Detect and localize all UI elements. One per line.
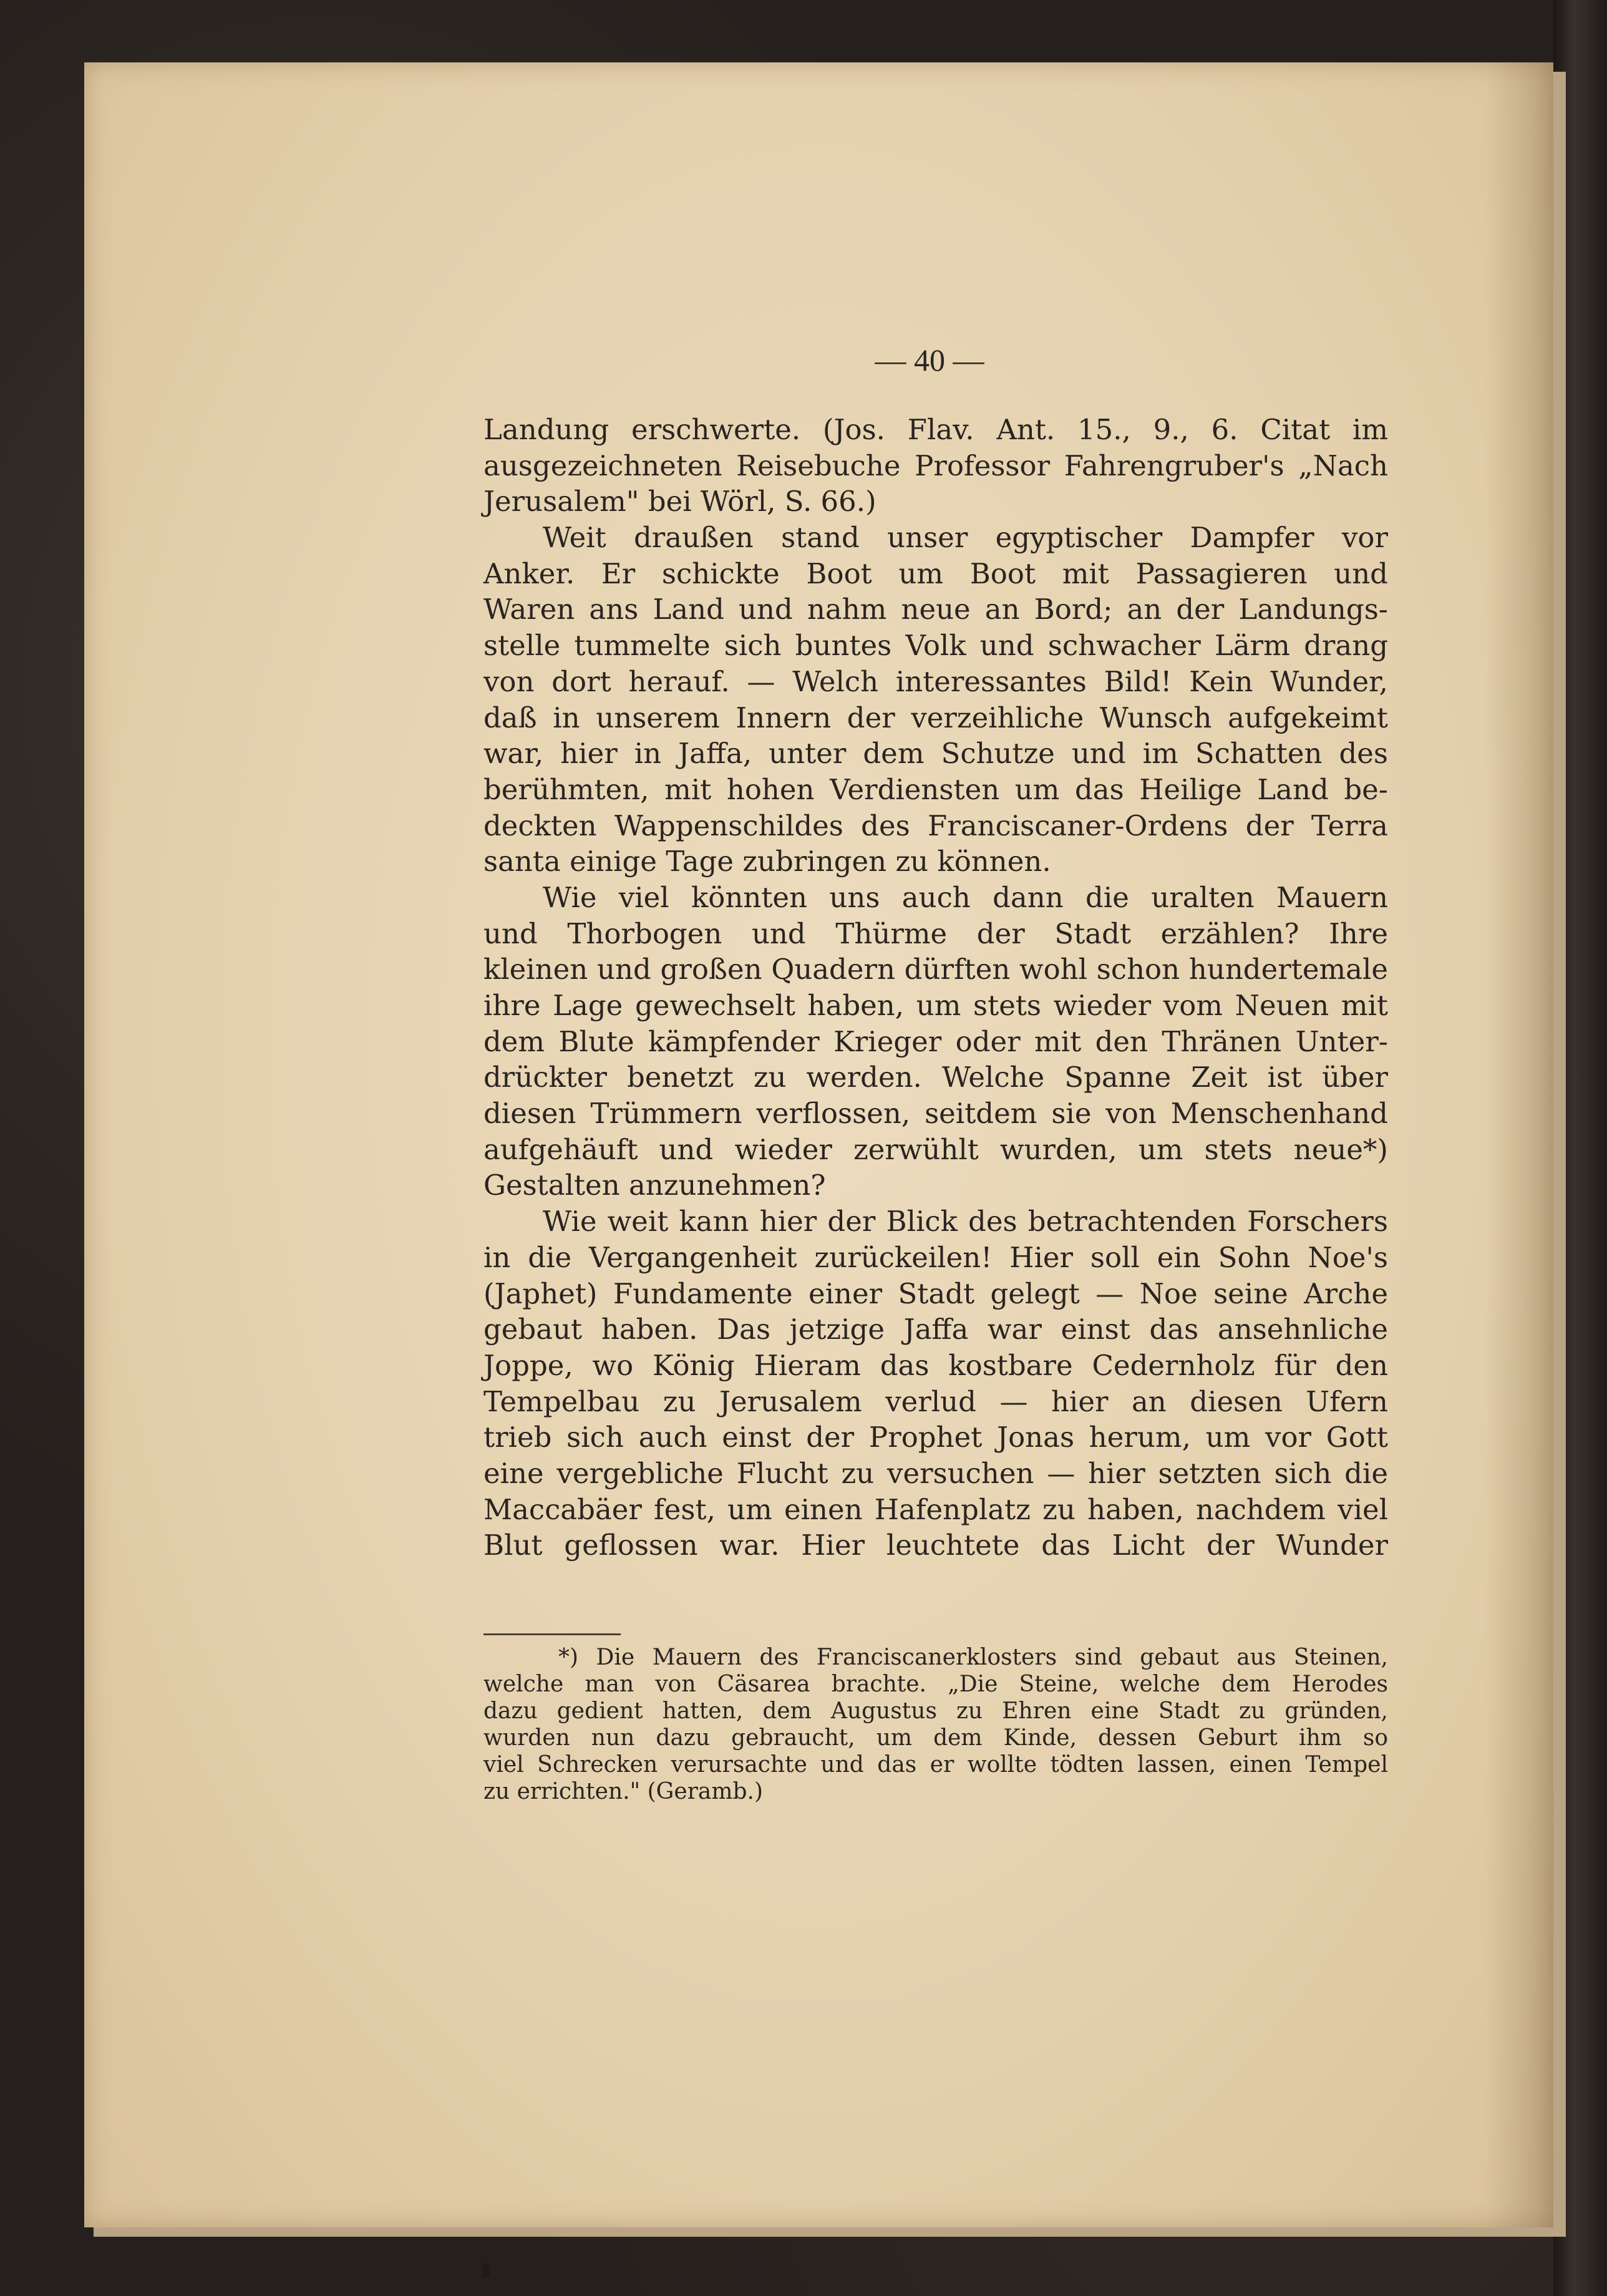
- footnote-line: *) Die Mauern des Franciscanerklosters sind gebaut aus Steinen,: [558, 1645, 1388, 1670]
- text-line: und Thorbogen und Thürme der Stadt erzählen? Ihre: [483, 917, 1388, 950]
- footnote-line: dazu gedient hatten, dem Augustus zu Ehren eine Stadt zu gründen,: [483, 1698, 1388, 1724]
- text-line: Maccabäer fest, um einen Hafenplatz zu haben, nachdem viel: [483, 1492, 1388, 1526]
- text-line: Blut geflossen war. Hier leuchtete das Licht der Wunder: [483, 1529, 1388, 1562]
- text-line: berühmten, mit hohen Verdiensten um das Heilige Land be-: [483, 772, 1388, 806]
- text-line: trieb sich auch einst der Prophet Jonas herum, um vor Gott: [483, 1421, 1388, 1454]
- footnote-line: zu errichten." (Geramb.): [483, 1779, 764, 1804]
- text-line: Joppe, wo König Hieram das kostbare Cedernholz für den: [483, 1348, 1388, 1382]
- page-fold-shading: [1485, 62, 1553, 2227]
- text-line: kleinen und großen Quadern dürften wohl schon hundertemale: [483, 953, 1388, 986]
- text-line: Landung erschwerte. (Jos. Flav. Ant. 15., 9., 6. Citat im: [483, 413, 1388, 446]
- text-line: ihre Lage gewechselt haben, um stets wieder vom Neuen mit: [483, 989, 1388, 1022]
- text-line: daß in unserem Innern der verzeihliche Wunsch aufgekeimt: [483, 701, 1388, 734]
- text-line: von dort herauf. — Welch interessantes Bild! Kein Wunder,: [483, 664, 1388, 698]
- text-line: santa einige Tage zubringen zu können.: [483, 845, 1051, 878]
- text-line: Anker. Er schickte Boot um Boot mit Passagieren und: [483, 557, 1388, 590]
- text-line: drückter benetzt zu werden. Welche Spanne Zeit ist über: [483, 1061, 1388, 1094]
- text-line: (Japhet) Fundamente einer Stadt gelegt — Noe seine Arche: [483, 1277, 1388, 1310]
- text-line: in die Vergangenheit zurückeilen! Hier soll ein Sohn Noe's: [483, 1240, 1388, 1274]
- page-number: — 40 —: [875, 343, 984, 377]
- text-line: Tempelbau zu Jerusalem verlud — hier an diesen Ufern: [483, 1384, 1388, 1418]
- main-text: [483, 412, 1388, 1564]
- text-line: Weit draußen stand unser egyptischer Dampfer vor: [543, 521, 1388, 555]
- text-line: diesen Trümmern verflossen, seitdem sie von Menschenhand: [483, 1097, 1388, 1131]
- text-line: Jerusalem" bei Wörl, S. 66.): [483, 485, 876, 518]
- text-line: Wie viel könnten uns auch dann die uralten Mauern: [543, 880, 1388, 914]
- text-line: eine vergebliche Flucht zu versuchen — hier setzten sich die: [483, 1456, 1388, 1490]
- text-line: dem Blute kämpfender Krieger oder mit den Thränen Unter-: [483, 1024, 1388, 1058]
- footnote-line: wurden nun dazu gebraucht, um dem Kinde, dessen Geburt ihm so: [483, 1725, 1388, 1751]
- footnote-rule: [483, 1633, 621, 1635]
- text-line: Wie weit kann hier der Blick des betrachtenden Forschers: [543, 1205, 1388, 1238]
- text-line: Gestalten anzunehmen?: [483, 1169, 826, 1202]
- text-line: aufgehäuft und wieder zerwühlt wurden, um stets neue*): [483, 1132, 1388, 1166]
- text-line: deckten Wappenschildes des Franciscaner-Ordens der Terra: [483, 809, 1388, 842]
- footnote-line: welche man von Cäsarea brachte. „Die Steine, welche dem Herodes: [483, 1671, 1388, 1697]
- text-line: stelle tummelte sich buntes Volk und schwacher Lärm drang: [483, 629, 1388, 663]
- ink-mark: [482, 2264, 490, 2277]
- footnote-line: viel Schrecken verursachte und das er wollte tödten lassen, einen Tempel: [483, 1752, 1388, 1778]
- footnote: [483, 1644, 1388, 1805]
- text-line: war, hier in Jaffa, unter dem Schutze und im Schatten des: [483, 737, 1388, 771]
- text-line: Waren ans Land und nahm neue an Bord; an der Landungs-: [483, 593, 1388, 626]
- text-line: ausgezeichneten Reisebuche Professor Fahrengruber's „Nach: [483, 449, 1388, 482]
- text-line: gebaut haben. Das jetzige Jaffa war einst das ansehnliche: [483, 1313, 1388, 1346]
